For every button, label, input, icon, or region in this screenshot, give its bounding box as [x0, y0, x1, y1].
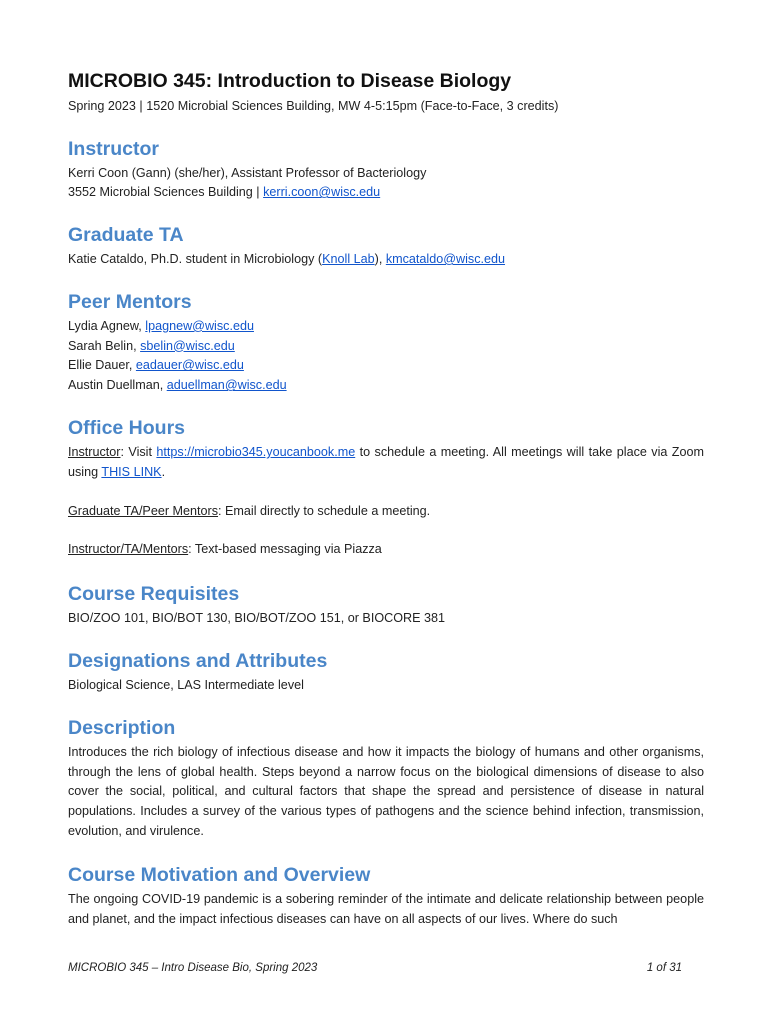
ta-mentors-label: Graduate TA/Peer Mentors	[68, 503, 219, 518]
mentor-email-link[interactable]: aduellman@wisc.edu	[166, 378, 287, 393]
instructor-label: Instructor	[68, 444, 121, 459]
designations-text: Biological Science, LAS Intermediate level	[68, 677, 304, 692]
mentor-name: Lydia Agnew,	[68, 318, 146, 333]
mentor-item	[68, 317, 704, 337]
booking-link[interactable]: https://microbio345.youcanbook.me	[156, 444, 356, 459]
ta-name: Katie Cataldo, Ph.D. student in Microbiology (	[68, 252, 323, 266]
page-number: 1 of 31	[646, 962, 682, 974]
instructor-heading: Instructor	[68, 138, 160, 160]
instructor-office-text: 3552 Microbial Sciences Building |	[68, 185, 264, 199]
mentor-list	[68, 317, 704, 396]
course-info: Spring 2023 | 1520 Microbial Sciences Building, MW 4-5:15pm (Face-to-Face, 3 credits)	[68, 99, 559, 113]
ta-info	[68, 250, 704, 270]
mentor-email-link[interactable]: eadauer@wisc.edu	[135, 358, 244, 373]
office-hours-instructor	[68, 443, 704, 483]
instructor-email-link[interactable]: kerri.coon@wisc.edu	[263, 185, 381, 199]
designations-heading: Designations and Attributes	[68, 649, 328, 672]
requisites-heading: Course Requisites	[68, 583, 240, 606]
office-hours-text: : Visit	[120, 444, 157, 459]
ta-email-link[interactable]: kmcataldo@wisc.edu	[385, 252, 506, 266]
mentor-name: Austin Duellman,	[68, 378, 167, 393]
instructor-office	[68, 183, 704, 202]
requisites-text: BIO/ZOO 101, BIO/BOT 130, BIO/BOT/ZOO 151, or BIOCORE 381	[68, 611, 446, 626]
mentors-heading: Peer Mentors	[68, 290, 192, 313]
motivation-text: The ongoing COVID-19 pandemic is a sobering reminder of the intimate and delicate relationship between people and planet, and the impact infectious diseases can have on all aspects of our lives. Where do such	[68, 891, 704, 926]
instructor-name: Kerri Coon (Gann) (she/her), Assistant Professor of Bacteriology	[68, 166, 427, 180]
office-hours-text: .	[161, 464, 166, 479]
ta-separator: ),	[374, 252, 386, 266]
mentor-name: Sarah Belin,	[68, 338, 141, 353]
mentor-item	[68, 376, 704, 396]
ta-lab-link[interactable]: Knoll Lab	[322, 252, 375, 266]
office-hours-text: : Email directly to schedule a meeting.	[218, 503, 431, 518]
office-hours-text: : Text-based messaging via Piazza	[188, 542, 382, 557]
office-hours-text: to schedule a meeting. All meetings will take place via Zoom using	[68, 444, 705, 479]
document-page	[68, 66, 704, 929]
description-text: Introduces the rich biology of infectious disease and how it impacts the biology of humans and other organisms, through the lens of global health. Steps beyond a narrow focus on the biological dimensions of disease to also cover the social, political, and cultural factors that shape the spread and persistence of disease in natural populations. Includes a survey of the various types of pathogens and the science behind infection, transmission, evolution, and virulence.	[68, 744, 704, 838]
mentor-item	[68, 356, 704, 376]
mentor-item	[68, 337, 704, 357]
motivation-heading: Course Motivation and Overview	[68, 863, 371, 886]
mentor-email-link[interactable]: lpagnew@wisc.edu	[145, 318, 254, 333]
messaging-label: Instructor/TA/Mentors	[68, 542, 189, 557]
office-hours-messaging	[68, 540, 704, 560]
page-title: MICROBIO 345: Introduction to Disease Biology	[68, 70, 512, 92]
description-heading: Description	[68, 716, 176, 739]
zoom-link[interactable]: THIS LINK	[101, 464, 162, 479]
mentor-email-link[interactable]: sbelin@wisc.edu	[140, 338, 235, 353]
ta-heading: Graduate TA	[68, 224, 184, 246]
footer-course: MICROBIO 345 – Intro Disease Bio, Spring 2023	[68, 962, 318, 974]
mentor-name: Ellie Dauer,	[68, 358, 136, 373]
office-hours-heading: Office Hours	[68, 416, 186, 439]
office-hours-ta	[68, 502, 704, 522]
